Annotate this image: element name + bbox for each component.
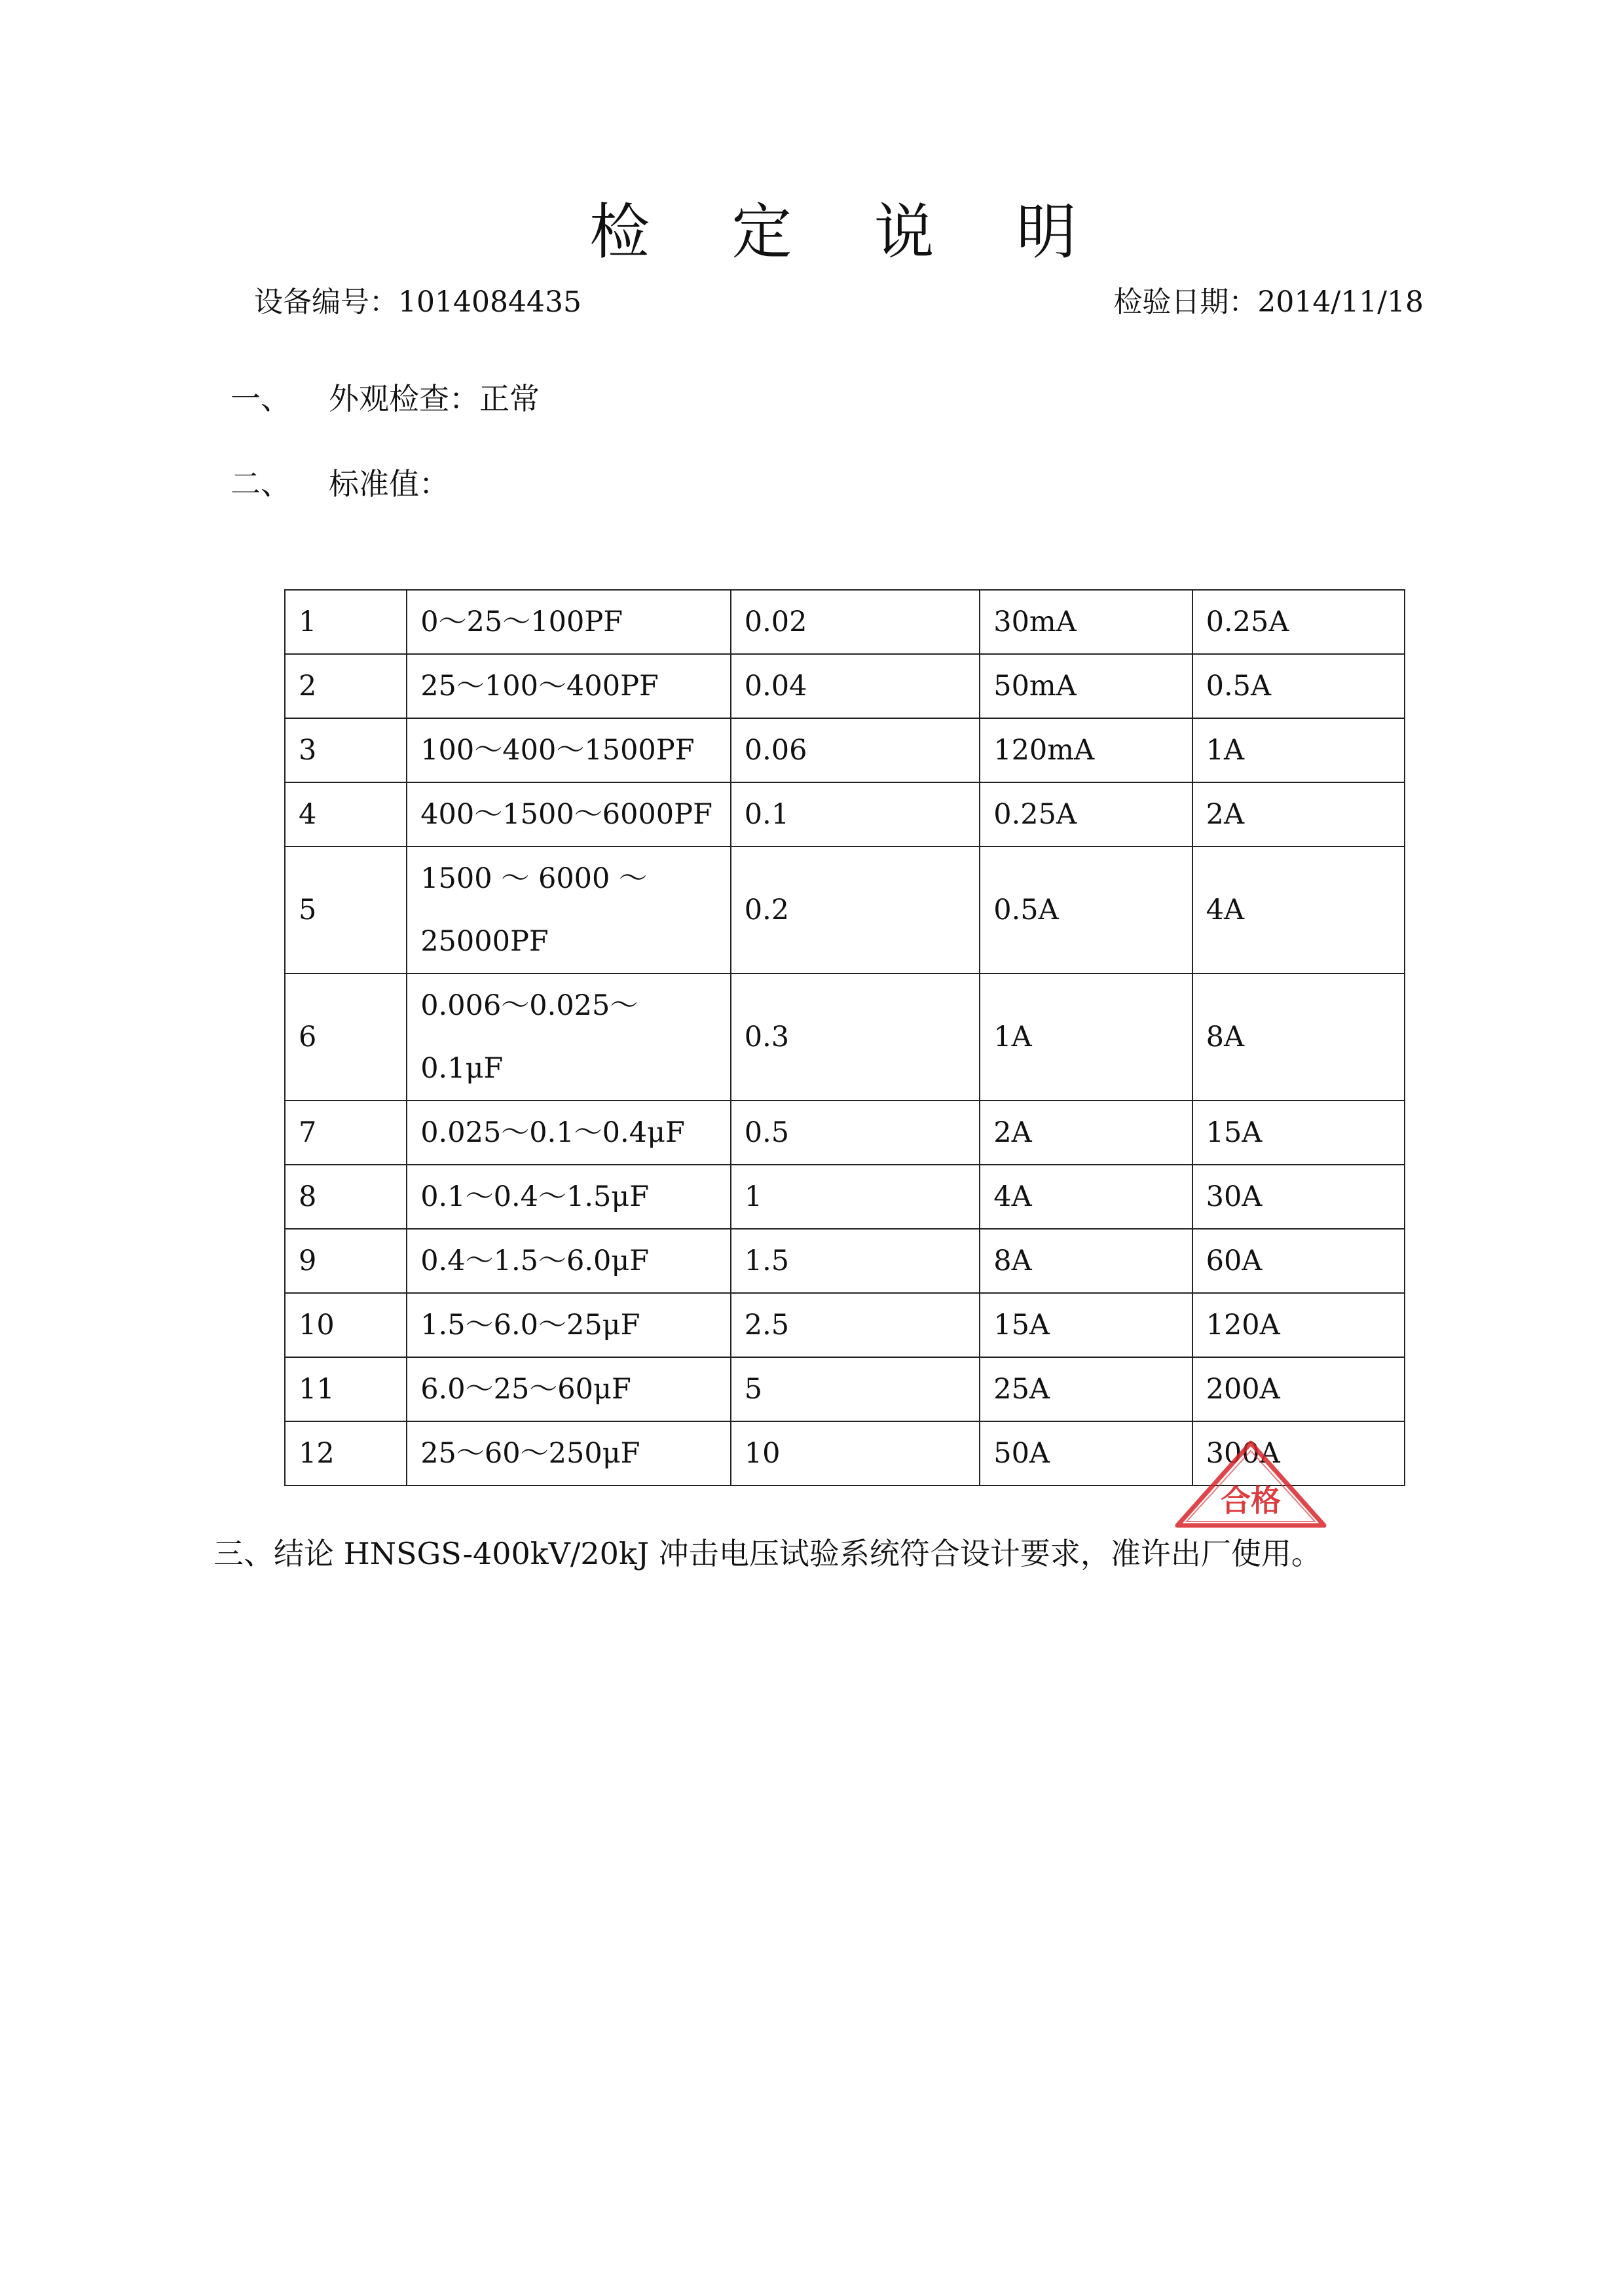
table-cell: 0.02 [731,590,980,654]
table-cell: 6 [285,974,407,1101]
table-cell: 0.06 [731,718,980,782]
table-cell: 1.5 [731,1229,980,1293]
section-number: 二、 [231,466,291,501]
table-cell: 4 [285,782,407,847]
section-text: 标准值： [329,466,449,501]
table-cell: 1A [1192,718,1405,782]
stamp-text: 合格 [1221,1483,1281,1518]
table-row [285,1165,1405,1229]
table-cell: 1.5～6.0～25μF [407,1293,731,1357]
table-row [285,782,1405,847]
table-cell: 4A [1192,847,1405,974]
table-cell: 50A [980,1421,1192,1485]
table-row [285,847,1405,974]
table-cell: 0.04 [731,654,980,718]
table-cell: 2A [1192,782,1405,847]
table-cell: 0.4～1.5～6.0μF [407,1229,731,1293]
standard-values-table [284,589,1405,1486]
table-row [285,654,1405,718]
table-cell: 7 [285,1101,407,1165]
table-cell: 6.0～25～60μF [407,1357,731,1421]
table-cell: 1500 ～ 6000 ～ 25000PF [407,847,731,974]
table-cell: 120A [1192,1293,1405,1357]
table-cell: 8 [285,1165,407,1229]
section-text: 外观检查：正常 [329,381,540,416]
table-cell: 30A [1192,1165,1405,1229]
table-cell: 120mA [980,718,1192,782]
table-cell: 1 [285,590,407,654]
table-cell: 25～60～250μF [407,1421,731,1485]
table-cell: 2 [285,654,407,718]
table-cell: 25～100～400PF [407,654,731,718]
table-cell: 400～1500～6000PF [407,782,731,847]
table-cell: 200A [1192,1357,1405,1421]
inspection-date: 检验日期：2014/11/18 [1113,285,1424,319]
table-cell: 0.025～0.1～0.4μF [407,1101,731,1165]
table-row [285,1357,1405,1421]
table-cell: 5 [731,1357,980,1421]
device-number: 设备编号：1014084435 [254,285,581,319]
page-title: 检 定 说 明 [589,197,1108,267]
table-cell: 0.5 [731,1101,980,1165]
table-cell: 3 [285,718,407,782]
table-cell: 8A [980,1229,1192,1293]
table-cell: 15A [980,1293,1192,1357]
table-cell: 0.5A [1192,654,1405,718]
table-cell: 0.1～0.4～1.5μF [407,1165,731,1229]
table-cell: 1 [731,1165,980,1229]
table-cell: 50mA [980,654,1192,718]
table-cell: 4A [980,1165,1192,1229]
table-cell: 25A [980,1357,1192,1421]
table-row [285,1293,1405,1357]
table-cell: 0.3 [731,974,980,1101]
table-cell: 2.5 [731,1293,980,1357]
table-cell: 10 [731,1421,980,1485]
table-row [285,1229,1405,1293]
table-cell: 30mA [980,590,1192,654]
table-cell: 0.006～0.025～0.1μF [407,974,731,1101]
table-row [285,590,1405,654]
section-number: 一、 [231,381,291,416]
table-row [285,1101,1405,1165]
table-cell: 0.25A [980,782,1192,847]
table-cell: 2A [980,1101,1192,1165]
table-cell: 5 [285,847,407,974]
table-cell: 100～400～1500PF [407,718,731,782]
table-cell: 0.25A [1192,590,1405,654]
table-cell: 0.2 [731,847,980,974]
table-cell: 300A [1192,1421,1405,1485]
table-cell: 8A [1192,974,1405,1101]
qualified-stamp [1172,1439,1329,1531]
table-row [285,718,1405,782]
table-cell: 1A [980,974,1192,1101]
table-cell: 0.1 [731,782,980,847]
table-cell: 12 [285,1421,407,1485]
table-cell: 0.5A [980,847,1192,974]
table-cell: 10 [285,1293,407,1357]
table-cell: 15A [1192,1101,1405,1165]
table-row [285,974,1405,1101]
table-cell: 9 [285,1229,407,1293]
table-cell: 60A [1192,1229,1405,1293]
conclusion-text: 三、结论 HNSGS-400kV/20kJ 冲击电压试验系统符合设计要求，准许出厂使用。 [213,1536,1321,1571]
table-cell: 11 [285,1357,407,1421]
table-cell: 0～25～100PF [407,590,731,654]
